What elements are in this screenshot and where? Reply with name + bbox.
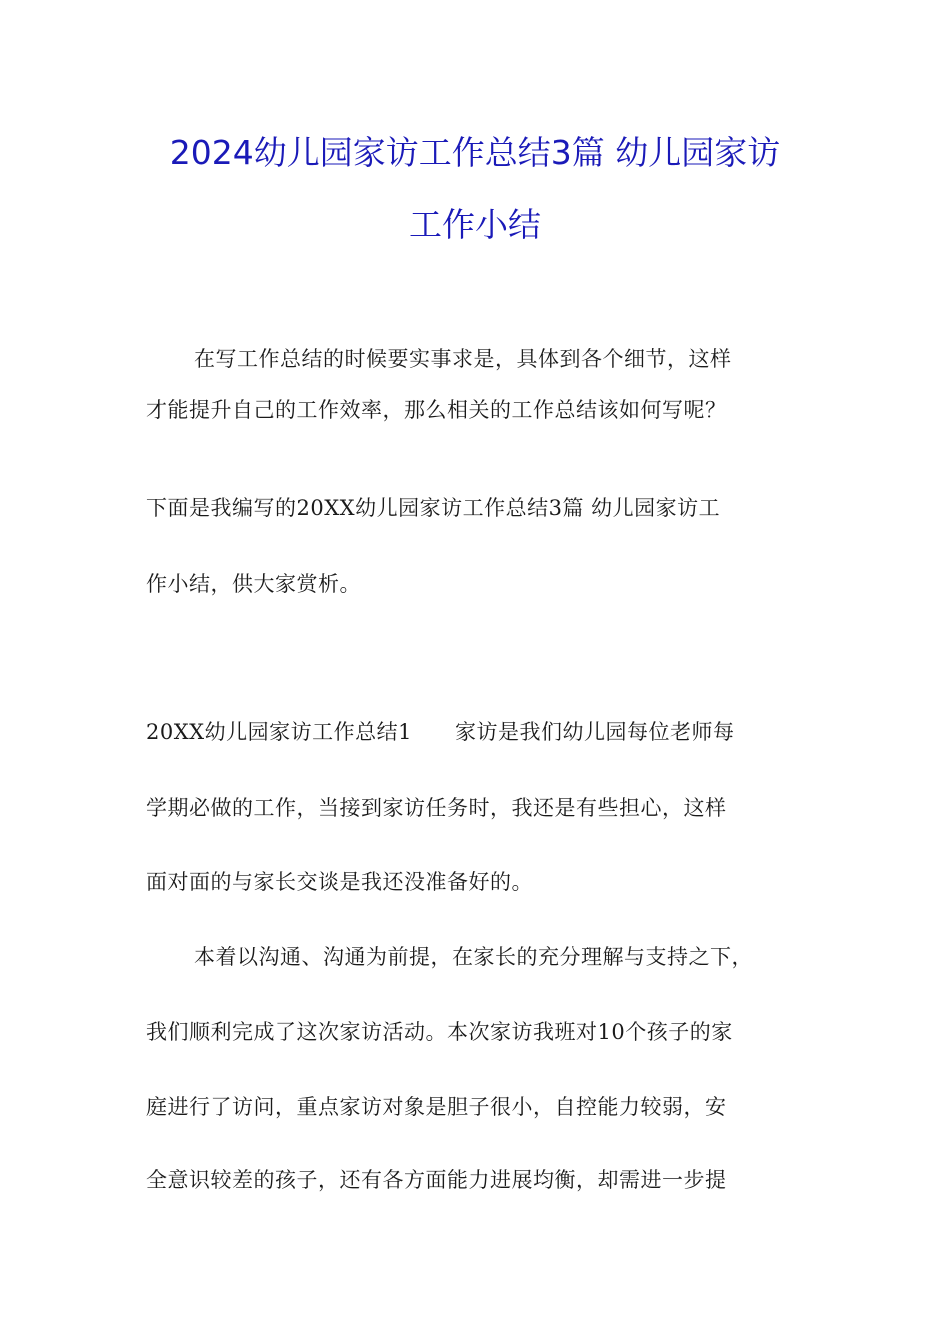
paragraph-line: 作小结，供大家赏析。: [146, 572, 361, 596]
paragraph-line: 20XX幼儿园家访工作总结1 家访是我们幼儿园每位老师每: [146, 720, 735, 744]
paragraph-line: 在写工作总结的时候要实事求是，具体到各个细节，这样: [194, 347, 732, 371]
paragraph-line: 才能提升自己的工作效率，那么相关的工作总结该如何写呢？: [146, 398, 727, 422]
paragraph-line: 庭进行了访问，重点家访对象是胆子很小，自控能力较弱，安: [146, 1095, 727, 1119]
paragraph-line: 全意识较差的孩子，还有各方面能力进展均衡，却需进一步提: [146, 1168, 727, 1192]
paragraph-line: 学期必做的工作，当接到家访任务时，我还是有些担心，这样: [146, 796, 727, 820]
paragraph-line: 面对面的与家长交谈是我还没准备好的。: [146, 870, 533, 894]
paragraph-line: 我们顺利完成了这次家访活动。本次家访我班对10个孩子的家: [146, 1020, 733, 1044]
paragraph-line: 下面是我编写的20XX幼儿园家访工作总结3篇 幼儿园家访工: [146, 496, 721, 520]
paragraph-line: 本着以沟通、沟通为前提，在家长的充分理解与支持之下，: [194, 945, 753, 969]
document-title-line-2: 工作小结: [409, 205, 541, 244]
document-title-line-1: 2024幼儿园家访工作总结3篇 幼儿园家访: [169, 133, 781, 172]
